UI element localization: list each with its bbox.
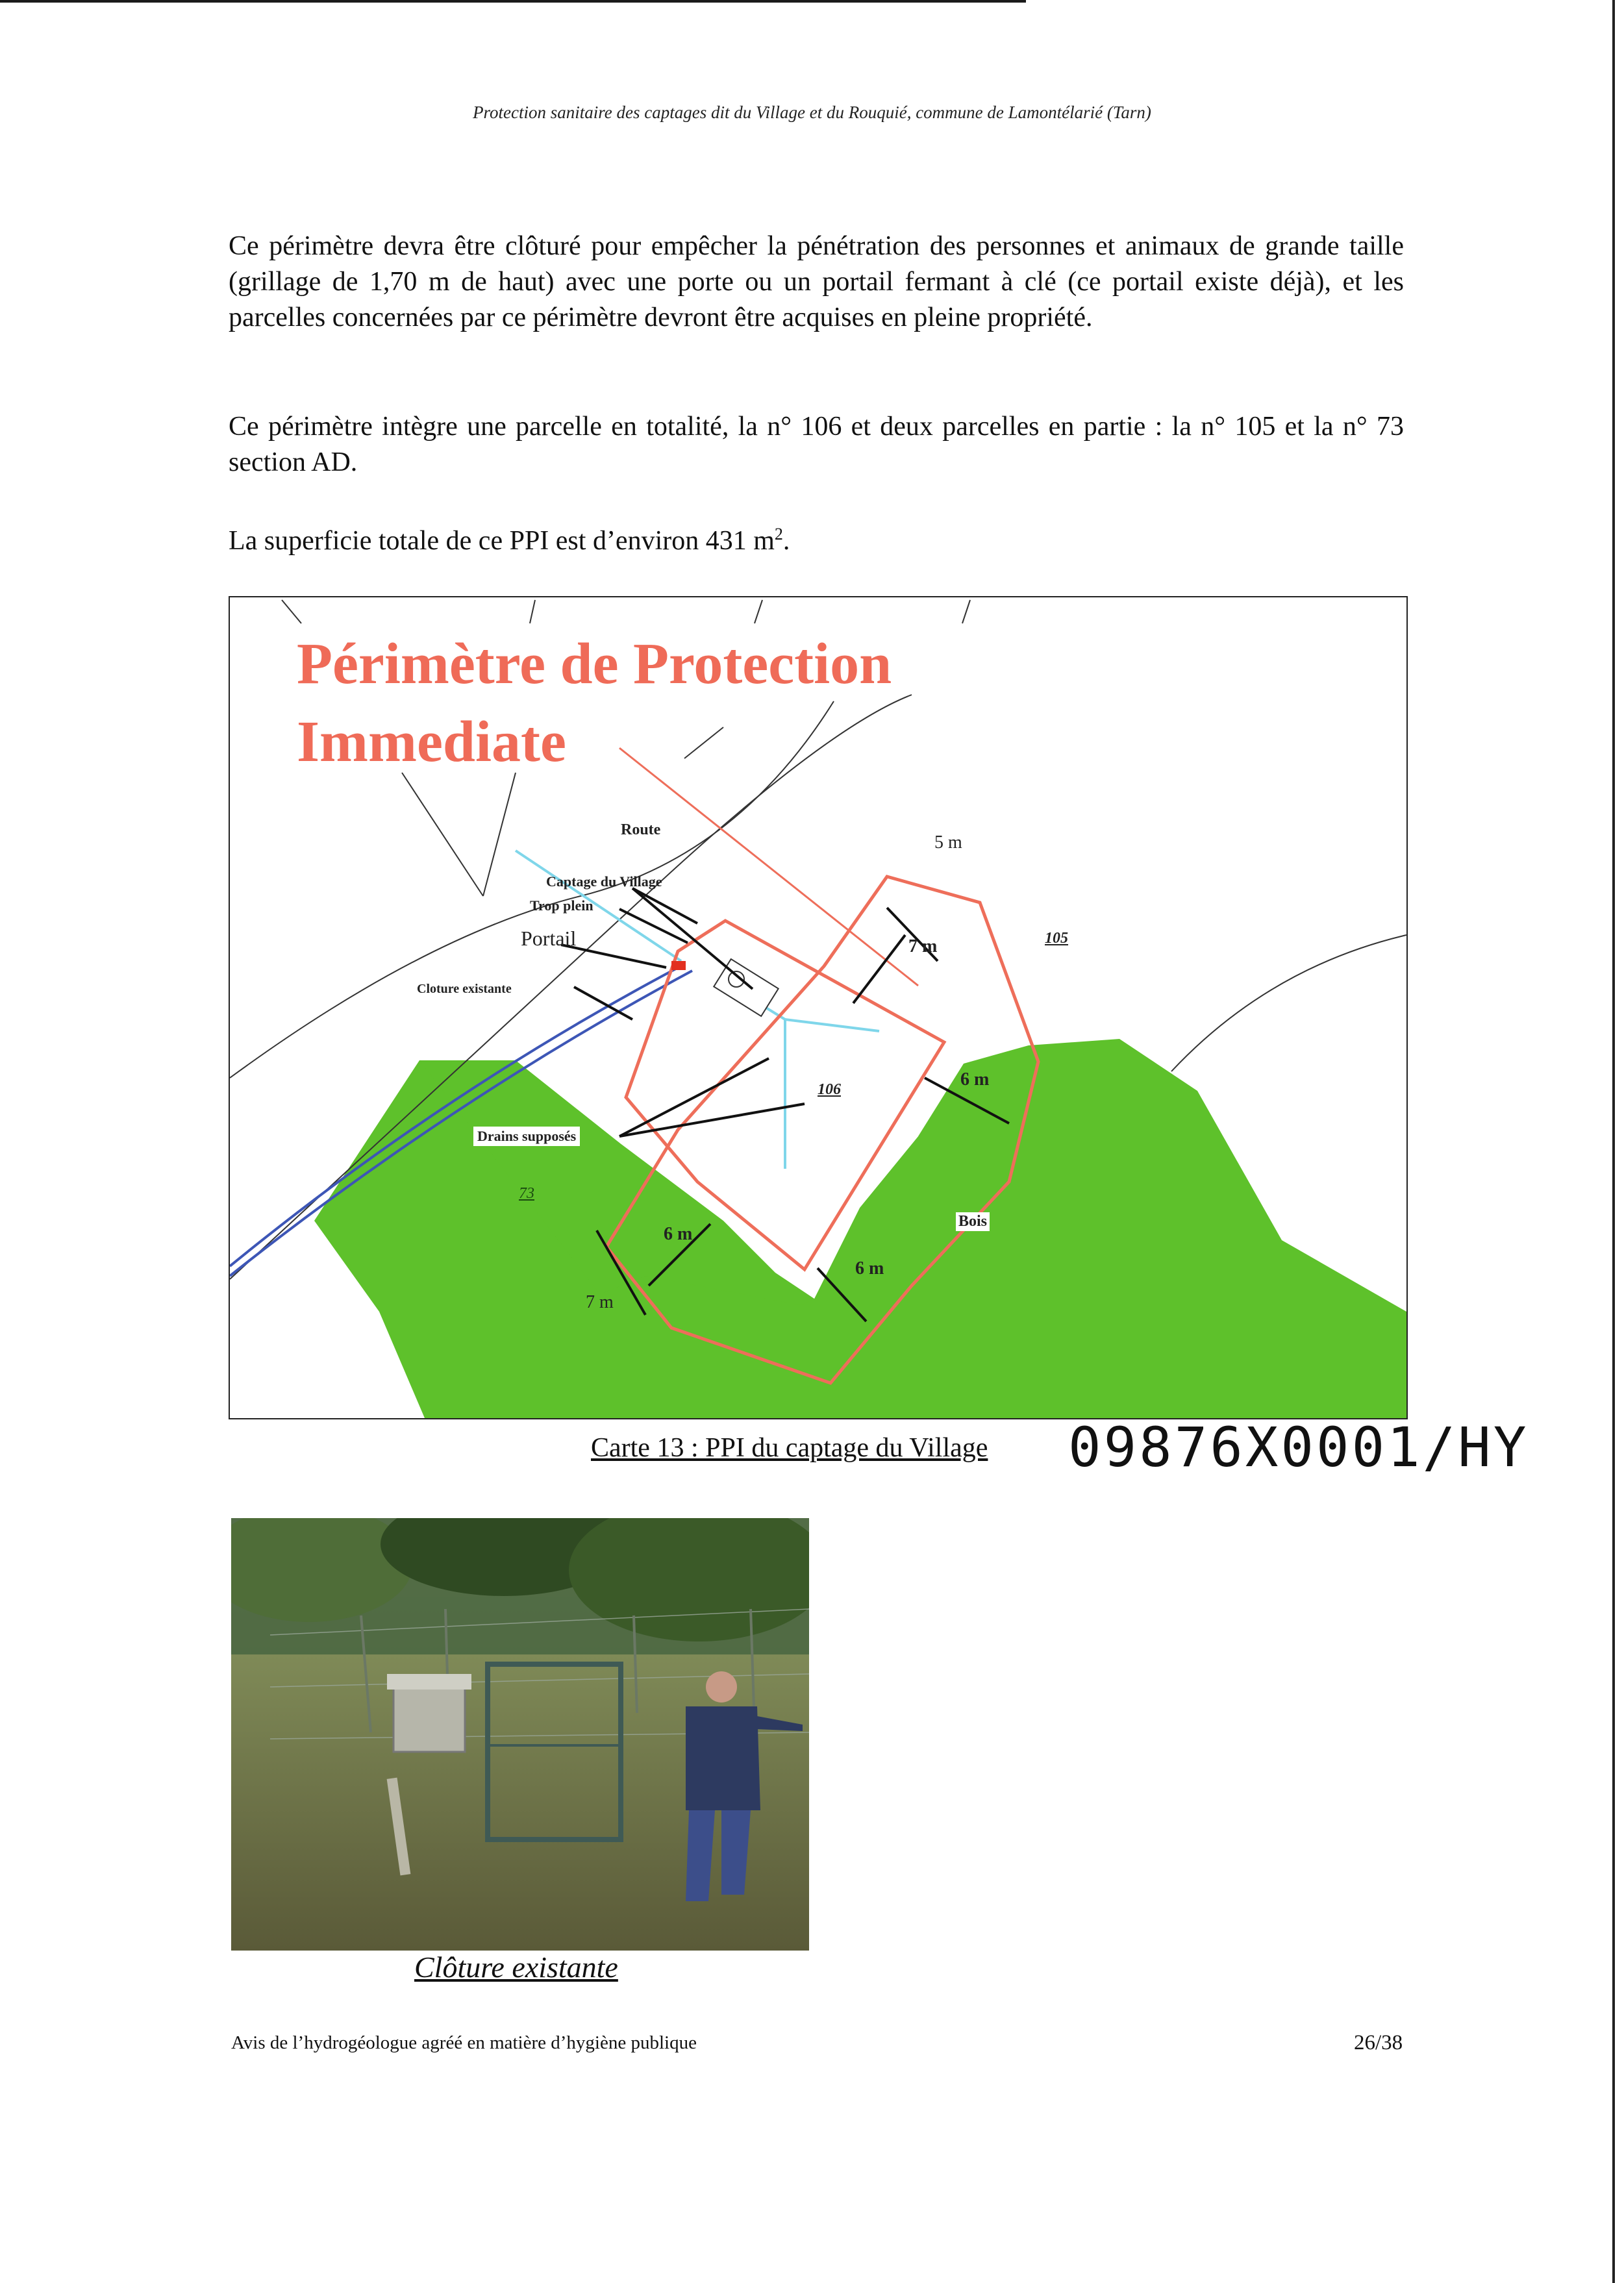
- fence-photo: [231, 1518, 809, 1951]
- plot-line-6: [483, 773, 516, 896]
- label-cloture: Cloture existante: [417, 982, 512, 996]
- footer-text: Avis de l’hydrogéologue agréé en matière d’hygiène publique: [231, 2032, 697, 2053]
- label-parcel-105: 105: [1045, 930, 1068, 947]
- label-parcel-73: 73: [519, 1185, 534, 1202]
- drain-right: [785, 1019, 879, 1031]
- label-dim-7m-bottom: 7 m: [586, 1292, 614, 1312]
- label-drains: Drains supposés: [473, 1127, 580, 1146]
- map-caption: Carte 13 : PPI du captage du Village: [591, 1433, 988, 1463]
- plot-line-9: [1171, 935, 1406, 1071]
- arrow-captage-2: [632, 888, 753, 989]
- top-border-line: [0, 0, 1026, 3]
- portail-marker: [671, 961, 686, 970]
- arrow-captage: [632, 888, 697, 923]
- photo-captage-box: [394, 1680, 465, 1752]
- right-border-line: [1612, 0, 1615, 2283]
- plot-line-3: [755, 600, 762, 623]
- photo-captage-lid: [387, 1674, 471, 1690]
- area-period: .: [782, 526, 790, 556]
- paragraph-parcels: Ce périmètre intègre une parcelle en totalité, la n° 106 et deux parcelles en partie : la n° 105 et la n° 73 section AD.: [229, 412, 1404, 477]
- arrow-portail: [561, 945, 666, 967]
- label-portail: Portail: [521, 927, 577, 950]
- label-dim-7m-top: 7 m: [908, 936, 938, 956]
- photo-drawing: [231, 1518, 809, 1951]
- label-dim-6m-right: 6 m: [960, 1069, 990, 1090]
- area-exponent: 2: [774, 525, 783, 543]
- label-dim-6m-left: 6 m: [664, 1224, 693, 1244]
- label-dim-6m-bottom: 6 m: [855, 1258, 884, 1279]
- document-stamp: 09876X0001/HY: [1068, 1416, 1529, 1479]
- paragraph-fence: Ce périmètre devra être clôturé pour empêcher la pénétration des personnes et animaux de grande taille (grillage de 1,70 m de haut) avec une porte ou un portail fermant à clé (ce portail existe déjà), et les parcelles concernées par ce périmètre devront être acquises en pleine propriété.: [229, 231, 1404, 332]
- label-captage: Captage du Village: [546, 873, 662, 890]
- area-text: La superficie totale de ce PPI est d’environ 431 m: [229, 526, 775, 556]
- plot-line-5: [402, 773, 483, 896]
- page-number: 26/38: [1354, 2031, 1403, 2054]
- map-title-line1: Périmètre de Protection: [297, 632, 892, 696]
- page-header: Protection sanitaire des captages dit du Village et du Rouquié, commune de Lamontélarié (Tarn): [473, 103, 1151, 122]
- map-title-line2: Immediate: [297, 710, 566, 774]
- plot-line-2: [530, 600, 535, 623]
- arrow-cloture: [574, 987, 632, 1019]
- plot-line-10: [684, 727, 723, 758]
- photo-person-head: [706, 1671, 737, 1703]
- label-bois: Bois: [956, 1212, 990, 1231]
- label-dim-5m: 5 m: [934, 832, 962, 853]
- label-parcel-106: 106: [818, 1081, 841, 1098]
- plot-line-1: [282, 600, 301, 623]
- ppi-map: [229, 596, 1408, 1419]
- label-route: Route: [621, 821, 661, 838]
- label-trop-plein: Trop plein: [530, 897, 593, 914]
- paragraph-area: [229, 516, 1404, 559]
- photo-person-torso: [686, 1706, 760, 1810]
- photo-caption: Clôture existante: [414, 1951, 618, 1984]
- captage-structure: [714, 959, 778, 1016]
- plot-line-4: [962, 600, 970, 623]
